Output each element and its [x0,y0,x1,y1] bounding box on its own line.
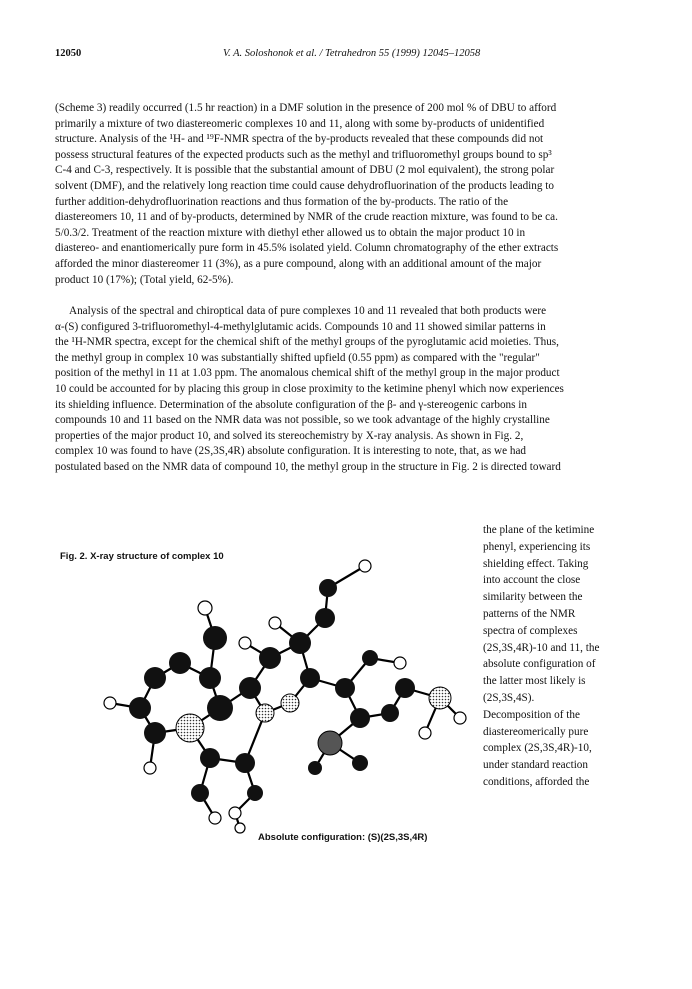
text-line: similarity between the [483,591,583,604]
text-line: 10 could be accounted for by placing this group in close proximity to the ketimine phenyl which now experiences [55,382,564,395]
text-line: position of the methyl in 11 at 1.03 ppm. The anomalous chemical shift of the methyl group in the major product [55,367,560,380]
text-line: α-(S) configured 3-trifluoromethyl-4-methylglutamic acids. Compounds 10 and 11 showed similar patterns in [55,320,546,333]
text-line: complex (2S,3S,4R)-10, [483,742,592,755]
xray-structure-figure [60,548,480,838]
text-line: further addition-dehydrofluorination reactions and thus formation of the by-products. The ratio of the [55,195,509,208]
text-line: (2S,3S,4S). [483,691,535,704]
atoms [104,560,466,833]
text-line: the latter most likely is [483,675,586,688]
text-line: structure. Analysis of the ¹H- and ¹⁹F-NMR spectra of the by-products revealed that these compounds did not [55,133,544,146]
paragraph-2 [55,304,645,476]
text-line: Analysis of the spectral and chiroptical data of pure complexes 10 and 11 revealed that both products were [69,305,547,317]
text-line: the ¹H-NMR spectra, except for the chemical shift of the methyl groups of the pyroglutamic acid moieties. Thus, [55,336,559,349]
text-line: (Scheme 3) readily occurred (1.5 hr reaction) in a DMF solution in the presence of 200 mol % of DBU to afford [55,102,557,114]
text-line: C-4 and C-3, respectively. It is possible that the substantial amount of DBU (2 mol equivalent), the strong polar [55,164,555,177]
page-header [55,48,645,64]
text-line: shielding effect. Taking [483,557,589,570]
text-line: spectra of complexes [483,624,578,637]
text-line: solvent (DMF), and the relatively long reaction time could cause dehydrofluorination of the products leading to [55,179,554,192]
text-line: complex 10 was found to have (2S,3S,4R) absolute configuration. It is interesting to note, that, as we had [55,445,527,458]
text-line: diastereomers 10, 11 and of by-products, determined by NMR of the crude reaction mixture, was found to be ca. [55,211,558,224]
text-line: diastereo- and enantiomerically pure form in 45.5% isolated yield. Column chromatography of the ether extracts [55,242,559,255]
text-line: diastereomerically pure [483,725,589,738]
side-column-text [483,522,643,791]
text-line: primarily a mixture of two diastereomeric complexes 10 and 11, along with some by-products of unidentified [55,117,545,130]
paragraph-1 [55,101,645,288]
page-number: 12050 [55,48,82,59]
text-line: possess structural features of the expected products such as the methyl and trifluoromethyl groups bound to sp³ [55,148,552,161]
figure-caption: Fig. 2. X-ray structure of complex 10 [60,551,224,562]
text-line: postulated based on the NMR data of compound 10, the methyl group in the structure in Fig. 2 is directed toward [55,460,561,473]
text-line: the methyl group in complex 10 was substantially shifted upfield (0.55 ppm) as compared with the "regular" [55,351,540,364]
text-line: into account the close [483,574,581,587]
text-line: the plane of the ketimine [483,524,595,536]
running-head: V. A. Soloshonok et al. / Tetrahedron 55 (1999) 12045–12058 [223,48,481,59]
figure-configuration-label: Absolute configuration: (S)(2S,3S,4R) [258,832,428,843]
text-line: under standard reaction [483,759,588,772]
text-line: product 10 (17%); (Total yield, 62-5%). [55,273,234,286]
text-line: conditions, afforded the [483,775,590,788]
text-line: 5/0.3/2. Treatment of the reaction mixture with diethyl ether allowed us to obtain the major product 10 in [55,226,526,239]
text-line: patterns of the NMR [483,607,576,620]
text-line: properties of the major product 10, and solved its stereochemistry by X-ray analysis. As shown in Fig. 2, [55,429,524,442]
text-line: phenyl, experiencing its [483,540,591,553]
text-line: absolute configuration of [483,658,596,671]
text-line: its shielding influence. Determination of the absolute configuration of the β- and γ-stereogenic carbons in [55,398,527,411]
text-line: afforded the minor diastereomer 11 (3%), as a pure compound, along with an additional amount of the major [55,257,542,270]
text-line: Decomposition of the [483,708,580,721]
text-line: (2S,3S,4R)-10 and 11, the [483,641,600,654]
text-line: compounds 10 and 11 based on the NMR data was not possible, so we took advantage of the highly crystalline [55,414,550,427]
